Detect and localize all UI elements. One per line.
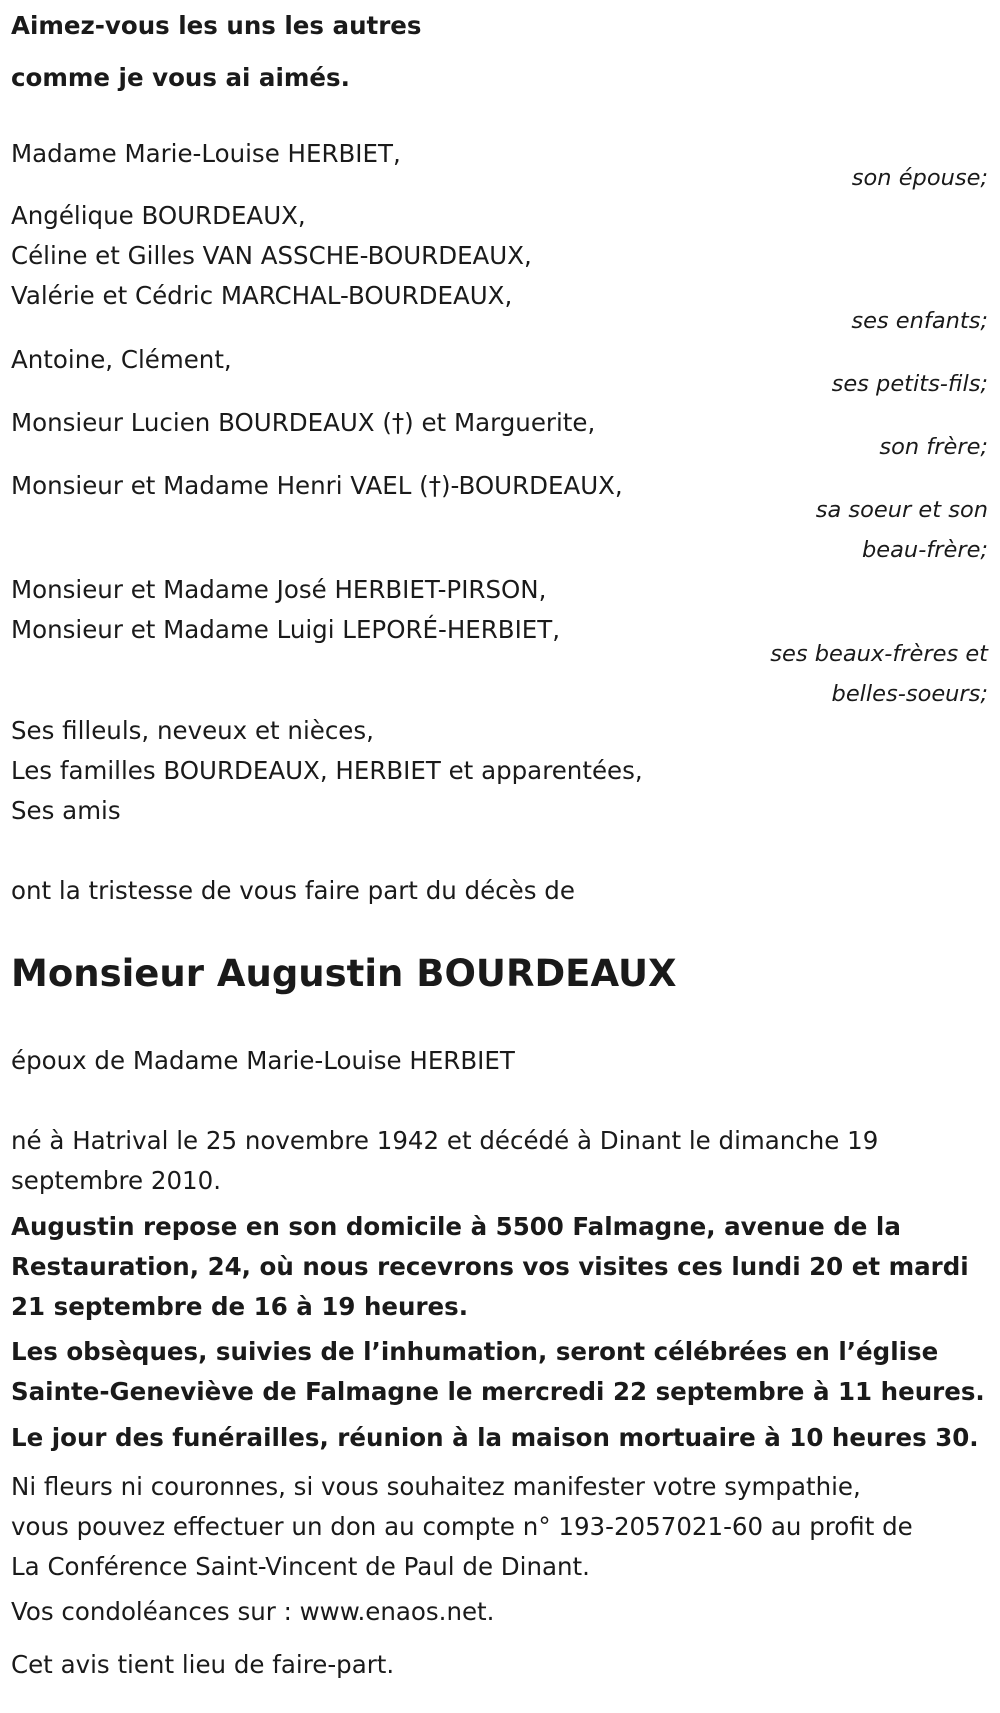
relation-sister [816,490,988,570]
visitation-line: Restauration, 24, où nous recevrons vos visites ces lundi 20 et mardi [11,1252,969,1281]
relation-label: sa soeur et son [815,497,988,523]
spouse-line [11,1041,986,1081]
family-name: Monsieur et Madame Henri VAEL (†)-BOURDEAUX, [11,471,623,500]
family-name: Monsieur et Madame Luigi LEPORÉ-HERBIET, [11,615,561,644]
birth-death [11,1121,986,1201]
relation-label: ses petits-fils; [831,371,988,397]
family-name: Céline et Gilles VAN ASSCHE-BOURDEAUX, [11,241,532,270]
family-name: Antoine, Clément, [11,345,232,374]
funeral-line: Les obsèques, suivies de l’inhumation, seront célébrées en l’église [11,1337,939,1366]
deceased-name: Monsieur Augustin BOURDEAUX [11,952,677,995]
mourner-line: Ses amis [11,796,121,825]
relation-children [851,301,988,341]
family-names-spouse [11,134,986,174]
birth-death-line: septembre 2010. [11,1166,222,1195]
funeral-line: Sainte-Geneviève de Falmagne le mercredi 22 septembre à 11 heures. [11,1377,985,1406]
announcement-text: ont la tristesse de vous faire part du décès de [11,876,575,905]
visitation [11,1207,986,1327]
spouse-text: époux de Madame Marie-Louise HERBIET [11,1046,515,1075]
family-name: Monsieur Lucien BOURDEAUX (†) et Marguerite, [11,408,596,437]
relation-label: ses enfants; [851,308,988,334]
funeral [11,1332,986,1412]
relation-grandchildren [832,364,988,404]
visitation-line: Augustin repose en son domicile à 5500 Falmagne, avenue de la [11,1212,901,1241]
mourner-line: Les familles BOURDEAUX, HERBIET et apparentées, [11,756,643,785]
visitation-line: 21 septembre de 16 à 19 heures. [11,1292,469,1321]
announcement [11,871,986,911]
relation-label: ses beaux-frères et [770,641,988,667]
family-name: Monsieur et Madame José HERBIET-PIRSON, [11,575,547,604]
other-mourners [11,711,986,831]
relation-label: son épouse; [851,165,988,191]
donation-line: vous pouvez effectuer un don au compte n° 193-2057021-60 au profit de [11,1512,913,1541]
family-names-brother [11,403,986,443]
relation-label: son frère; [879,434,988,460]
relation-spouse [852,158,988,198]
verse-line: Aimez-vous les uns les autres [11,11,422,40]
notice [11,1645,986,1685]
relation-inlaws [770,634,988,714]
condolences-text: Vos condoléances sur : www.enaos.net. [11,1597,495,1626]
relation-brother [879,427,988,467]
mourner-line: Ses filleuls, neveux et nièces, [11,716,374,745]
family-name: Madame Marie-Louise HERBIET, [11,139,401,168]
family-name: Valérie et Cédric MARCHAL-BOURDEAUX, [11,281,513,310]
gathering [11,1418,986,1458]
notice-text: Cet avis tient lieu de faire-part. [11,1650,395,1679]
family-names-children [11,196,986,316]
relation-label: beau-frère; [862,537,988,563]
birth-death-line: né à Hatrival le 25 novembre 1942 et décédé à Dinant le dimanche 19 [11,1126,879,1155]
family-name: Angélique BOURDEAUX, [11,201,306,230]
verse-line: comme je vous ai aimés. [11,63,350,92]
donation-line: La Conférence Saint-Vincent de Paul de Dinant. [11,1552,590,1581]
verse [11,6,986,98]
donation [11,1467,986,1587]
donation-line: Ni fleurs ni couronnes, si vous souhaitez manifester votre sympathie, [11,1472,861,1501]
relation-label: belles-soeurs; [831,681,988,707]
gathering-text: Le jour des funérailles, réunion à la maison mortuaire à 10 heures 30. [11,1423,979,1452]
condolences [11,1592,986,1632]
